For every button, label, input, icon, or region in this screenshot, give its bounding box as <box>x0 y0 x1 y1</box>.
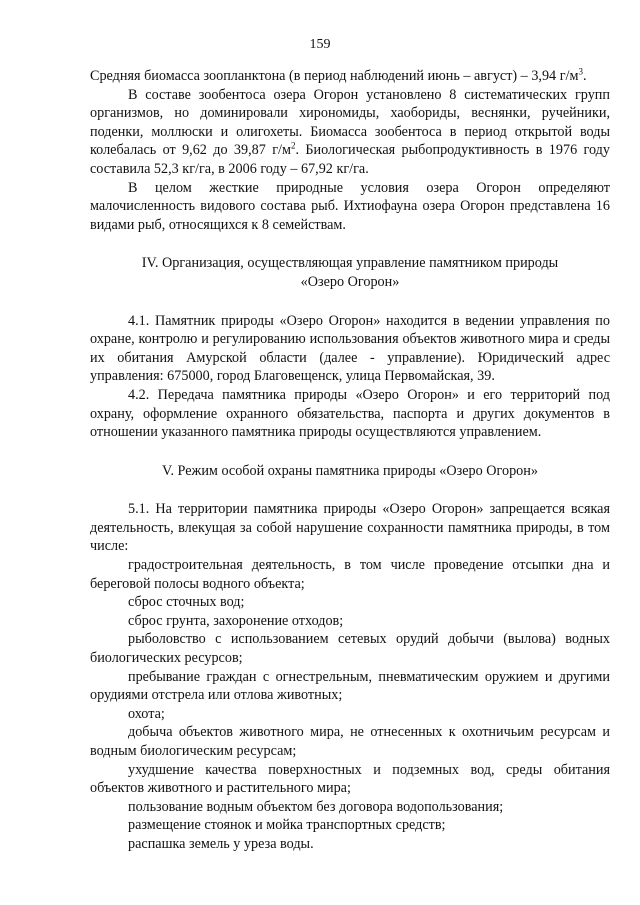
prohibition-item: добыча объектов животного мира, не отнесенных к охотничьим ресурсам и водным биологическим ресурсам; <box>90 724 610 759</box>
section-heading-iv-line1: IV. Организация, осуществляющая управление памятником природы <box>141 255 559 272</box>
prohibitions-list <box>90 556 610 854</box>
prohibition-item: размещение стоянок и мойка транспортных средств; <box>128 817 446 834</box>
prohibition-item: сброс сточных вод; <box>128 594 245 611</box>
paragraph-4-2: 4.2. Передача памятника природы «Озеро Огорон» и его территорий под охрану, оформление охранного обязательства, паспорта и других документов в отношении указанного памятника природы осуществляются управлением. <box>90 386 610 441</box>
prohibition-item: рыболовство с использованием сетевых орудий добычи (вылова) водных биологических ресурсов; <box>90 631 610 667</box>
section-heading-iv-line2: «Озеро Огорон» <box>300 273 400 290</box>
section-heading-v: V. Режим особой охраны памятника природы «Озеро Огорон» <box>162 462 538 479</box>
prohibition-item: градостроительная деятельность, в том числе проведение отсыпки дна и береговой полосы водного объекта; <box>90 557 610 592</box>
prohibition-item: пользование водным объектом без договора водопользования; <box>128 798 504 815</box>
prohibition-item: сброс грунта, захоронение отходов; <box>128 612 344 629</box>
prohibition-item: ухудшение качества поверхностных и подземных вод, среды обитания объектов животного и растительного мира; <box>90 761 610 797</box>
section-heading-iv <box>90 254 610 291</box>
paragraph-ichthyofauna: В целом жесткие природные условия озера Огорон определяют малочисленность видового состава рыб. Ихтиофауна озера Огорон представлена 16 видами рыб, относящихся к 8 семействам. <box>90 179 610 233</box>
paragraph-zoobenthos: В составе зообентоса озера Огорон установлено 8 систематических групп организмов, но доминировали хирономиды, хаобориды, веснянки, ручейники, поденки, моллюски и олигохеты. Биомасса зообентоса в период открытой воды колебалась от 9,62 до 39,87 $г/м^2$. Биологическая рыбопродуктивность в 1976 году составила 52,3 кг/га, в 2006 году – 67,92 кг/га. <box>90 86 610 177</box>
paragraph-5-1: 5.1. На территории памятника природы «Озеро Огорон» запрещается всякая деятельность, влекущая за собой нарушение сохранности памятника природы, в том числе: <box>90 501 610 555</box>
page-number: 159 <box>309 37 331 52</box>
document-body <box>90 67 610 854</box>
prohibition-item: охота; <box>128 705 165 722</box>
paragraph-zooplankton-biomass: Средняя биомасса зоопланктона (в период наблюдений июнь – август) – 3,94 $г/м^3$. <box>90 66 587 84</box>
prohibition-item: распашка земель у уреза воды. <box>128 835 314 852</box>
paragraph-4-1: 4.1. Памятник природы «Озеро Огорон» находится в ведении управления по охране, контролю и регулированию использования объектов животного мира и среды их обитания Амурской области (далее - управление). Юридический адрес управления: 675000, город Благовещенск, улица Первомайская, 39. <box>90 312 610 385</box>
prohibition-item: пребывание граждан с огнестрельным, пневматическим оружием и другими орудиями отстрела или отлова животных; <box>90 668 610 704</box>
